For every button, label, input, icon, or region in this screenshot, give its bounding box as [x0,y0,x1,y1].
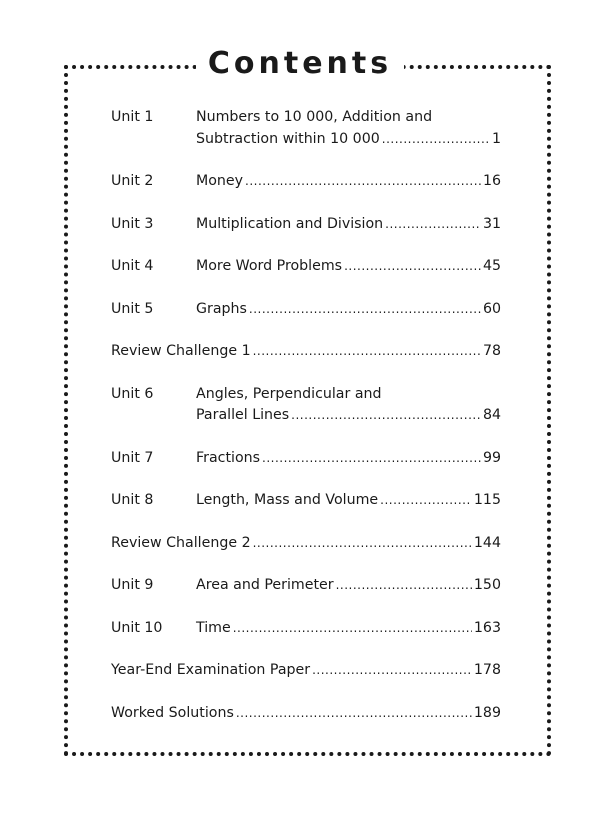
dot-leader [336,575,472,597]
toc-entry-title: Parallel Lines [196,407,290,423]
toc-unit-label: Unit 5 [111,300,154,317]
toc-entry-title: Review Challenge 2 [111,534,251,551]
toc-entry-title: Time [196,619,231,636]
toc-page-number: 78 [482,343,501,359]
toc-unit-label: Unit 7 [111,449,154,466]
toc-entry-body [196,299,501,321]
toc-page-number: 16 [482,173,501,189]
toc-page-number: 99 [482,449,501,466]
toc-page-number: 163 [473,619,501,636]
toc-entry-title: Angles, Perpendicular and [196,385,382,402]
page-title: Contents [196,42,404,86]
toc-entry-title: Numbers to 10 000, Addition and [196,109,433,125]
dot-leader [262,448,481,470]
toc-entry-body [196,384,501,427]
toc-entry-title: Review Challenge 1 [111,343,251,359]
toc-line [196,448,501,470]
dot-leader [253,341,481,363]
toc-entry-body [111,341,501,363]
toc-line [196,256,501,278]
toc-unit-label: Unit 3 [111,215,154,232]
toc-entry [111,533,501,555]
dot-leader [253,533,472,555]
toc-entry-title: Fractions [196,449,261,466]
toc-line [111,533,501,555]
dot-leader [344,256,481,278]
toc-entry [111,107,501,150]
toc-page-number: 150 [473,577,501,593]
dot-leader [291,405,481,427]
toc-unit-label: Unit 6 [111,385,154,402]
toc-entry [111,384,501,427]
toc-line [196,618,501,640]
table-of-contents [111,107,501,724]
toc-entry-body [111,660,501,682]
toc-line [196,171,501,193]
toc-entry [111,618,501,640]
toc-entry-body [196,256,501,278]
toc-entry [111,341,501,363]
toc-page-number: 84 [482,407,501,423]
toc-entry-title: Graphs [196,300,247,317]
toc-unit-label: Unit 2 [111,173,154,189]
toc-page-number: 45 [482,258,501,274]
dot-leader [245,171,481,193]
dot-leader [380,490,472,512]
toc-line [196,384,501,406]
toc-line [111,341,501,363]
toc-line [196,129,501,151]
toc-line [111,660,501,682]
toc-entry-body [196,575,501,597]
dot-leader [382,129,490,151]
toc-entry-body [196,490,501,512]
toc-line [196,214,501,236]
dot-leader [233,618,472,640]
toc-line [196,575,501,597]
dot-leader [236,703,472,725]
toc-entry-title: Worked Solutions [111,704,234,721]
toc-page-number: 144 [473,534,501,551]
toc-entry-title: More Word Problems [196,258,343,274]
toc-unit-label: Unit 10 [111,619,163,636]
toc-entry [111,575,501,597]
toc-entry-body [196,107,501,150]
toc-unit-label: Unit 8 [111,492,154,508]
toc-entry-title: Length, Mass and Volume [196,492,379,508]
toc-entry [111,660,501,682]
toc-unit-label: Unit 9 [111,577,154,593]
toc-entry-body [196,448,501,470]
toc-entry [111,171,501,193]
toc-page-number: 189 [473,704,501,721]
toc-line [196,299,501,321]
toc-entry-title: Year-End Examination Paper [111,662,311,678]
toc-entry-body [196,214,501,236]
toc-entry-body [196,618,501,640]
toc-entry-title: Multiplication and Division [196,215,384,232]
toc-line [111,703,501,725]
title-area [0,42,600,86]
toc-unit-label: Unit 4 [111,258,154,274]
toc-entry-title: Area and Perimeter [196,577,334,593]
toc-entry [111,299,501,321]
toc-page-number: 31 [482,215,501,232]
toc-page-number: 60 [482,300,501,317]
toc-entry [111,256,501,278]
dot-leader [249,299,481,321]
dot-leader [312,660,472,682]
toc-entry [111,703,501,725]
toc-entry [111,214,501,236]
toc-page-number: 178 [473,662,501,678]
toc-entry [111,448,501,470]
toc-page-number: 1 [491,130,501,147]
toc-entry-body [196,171,501,193]
toc-entry-title: Subtraction within 10 000 [196,130,380,147]
toc-entry-body [111,533,501,555]
toc-line [196,490,501,512]
toc-entry-body [111,703,501,725]
toc-unit-label: Unit 1 [111,109,154,125]
toc-line [196,405,501,427]
dot-leader [385,214,481,236]
toc-entry-title: Money [196,173,244,189]
toc-line [196,107,501,129]
toc-page-number: 115 [473,492,501,508]
toc-entry [111,490,501,512]
